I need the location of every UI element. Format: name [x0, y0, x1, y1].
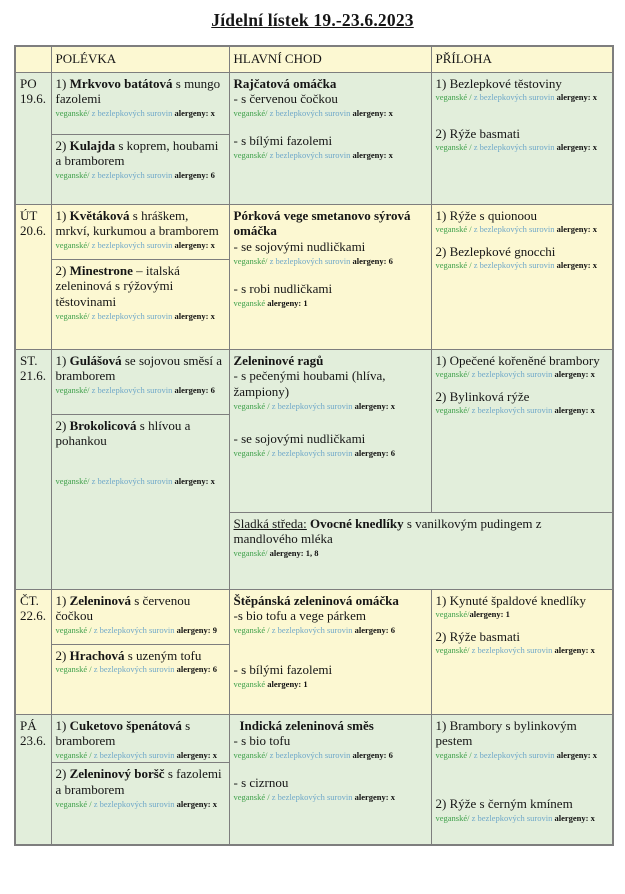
- diet-note: [436, 750, 608, 760]
- side-dish: 2) Bylinková rýže: [435, 388, 530, 404]
- diet-note: [436, 260, 608, 270]
- column-header-soup: POLÉVKA: [51, 46, 229, 72]
- day-date: 22.6.: [20, 608, 46, 624]
- dish-number: 2): [55, 137, 70, 153]
- dish-number: 2): [55, 417, 70, 433]
- day-abbr: PO: [20, 75, 37, 91]
- allergens: alergeny: 9: [176, 625, 217, 636]
- main-dish-title: Zeleninové ragů: [233, 352, 324, 368]
- main-cell: [229, 204, 431, 349]
- glutenfree-tag: z bezlepkových surovin: [91, 108, 175, 119]
- soup-cell: [51, 644, 229, 714]
- main-cell: [229, 72, 431, 204]
- diet-note: [234, 108, 426, 118]
- diet-note: [234, 792, 426, 802]
- header-day-cell: [15, 46, 51, 72]
- vegan-tag: veganské /: [435, 260, 474, 271]
- special-dish-name: Ovocné knedlíky: [306, 515, 404, 531]
- glutenfree-tag: z bezlepkových surovin: [473, 92, 557, 103]
- vegan-tag: veganské: [233, 298, 268, 309]
- allergens: alergeny: x: [354, 401, 395, 412]
- dish-desc: s koprem, houbami a bramborem: [55, 137, 219, 169]
- diet-note: [436, 645, 608, 655]
- main-variant: - s cizrnou: [233, 775, 289, 791]
- side-dish: 1) Kynuté špaldové knedlíky: [435, 592, 587, 608]
- side-item: [436, 593, 608, 620]
- allergens: alergeny: x: [352, 108, 393, 119]
- allergens: alergeny: x: [352, 150, 393, 161]
- soup-cell: [51, 414, 229, 589]
- allergens: alergeny: 6: [354, 448, 395, 459]
- diet-note: [56, 476, 224, 486]
- main-variant: - se sojovými nudličkami: [233, 431, 366, 447]
- special-cell: [229, 512, 613, 589]
- allergens: alergeny: 1: [469, 609, 510, 620]
- row-friday: [15, 714, 613, 763]
- dish-number: 1): [55, 592, 70, 608]
- allergens: alergeny: x: [556, 224, 597, 235]
- glutenfree-tag: z bezlepkových surovin: [91, 476, 175, 487]
- diet-note: [436, 92, 608, 102]
- glutenfree-tag: z bezlepkových surovin: [91, 385, 175, 396]
- soup-cell: [51, 763, 229, 845]
- main-dish-title: Pórková vege smetanovo sýrová omáčka: [233, 207, 411, 239]
- dish-name: Cuketovo špenátová: [69, 717, 182, 733]
- allergens: alergeny: x: [556, 142, 597, 153]
- vegan-tag: veganské /: [435, 750, 474, 761]
- diet-note: [234, 679, 426, 689]
- diet-note: [436, 142, 608, 152]
- diet-note: [436, 224, 608, 234]
- diet-note: [56, 108, 224, 118]
- side-dish: 1) Brambory s bylinkovým pestem: [435, 717, 577, 749]
- vegan-tag: veganské /: [55, 799, 94, 810]
- soup-cell: [51, 204, 229, 259]
- allergens: alergeny: x: [554, 645, 595, 656]
- day-label-thursday: [15, 589, 51, 714]
- allergens: alergeny: 1: [267, 679, 308, 690]
- main-dish-title: Rajčatová omáčka: [233, 75, 337, 91]
- day-date: 19.6.: [20, 91, 46, 107]
- main-variant: - s bio tofu: [233, 733, 291, 749]
- diet-note: [234, 256, 426, 266]
- dish-desc: s červenou čočkou: [55, 592, 191, 624]
- vegan-tag: veganské/: [435, 369, 472, 380]
- vegan-tag: veganské/: [55, 311, 92, 322]
- allergens: alergeny: 6: [352, 750, 393, 761]
- glutenfree-tag: z bezlepkových surovin: [473, 260, 557, 271]
- glutenfree-tag: z bezlepkových surovin: [269, 150, 353, 161]
- special-label: Sladká středa:: [233, 515, 307, 531]
- diet-note: [56, 750, 224, 760]
- dish-desc: s fazolemi a bramborem: [55, 766, 222, 798]
- dish-desc: s bramborem: [55, 717, 191, 749]
- glutenfree-tag: z bezlepkových surovin: [93, 664, 177, 675]
- diet-note: [56, 240, 224, 250]
- diet-note: [436, 813, 608, 823]
- glutenfree-tag: z bezlepkových surovin: [93, 750, 177, 761]
- day-date: 21.6.: [20, 368, 46, 384]
- row-thursday: [15, 589, 613, 644]
- side-dish: 2) Bezlepkové gnocchi: [435, 243, 556, 259]
- allergens: alergeny: 6: [174, 170, 215, 181]
- glutenfree-tag: z bezlepkových surovin: [91, 311, 175, 322]
- glutenfree-tag: z bezlepkových surovin: [93, 799, 177, 810]
- main-cell: [229, 714, 431, 845]
- dish-number: 1): [55, 352, 70, 368]
- glutenfree-tag: z bezlepkových surovin: [473, 750, 557, 761]
- allergens: alergeny: x: [556, 750, 597, 761]
- soup-cell: [51, 72, 229, 134]
- allergens: alergeny: 6: [354, 625, 395, 636]
- allergens: alergeny: x: [554, 813, 595, 824]
- allergens: alergeny: 1: [267, 298, 308, 309]
- column-header-side: PŘÍLOHA: [431, 46, 613, 72]
- side-item: [436, 244, 608, 271]
- vegan-tag: veganské/: [233, 108, 270, 119]
- dish-name: Kulajda: [69, 137, 116, 153]
- vegan-tag: veganské/: [435, 609, 470, 620]
- dish-name: Brokolicová: [69, 417, 137, 433]
- dish-number: 2): [55, 647, 70, 663]
- main-variant: - s pečenými houbami (hlíva, žampiony): [233, 368, 386, 400]
- vegan-tag: veganské /: [435, 92, 474, 103]
- side-dish: 2) Rýže basmati: [435, 125, 520, 141]
- glutenfree-tag: z bezlepkových surovin: [471, 369, 555, 380]
- dish-name: Hrachová: [69, 647, 125, 663]
- diet-note: [436, 609, 608, 619]
- soup-cell: [51, 589, 229, 644]
- dish-number: 1): [55, 717, 70, 733]
- main-dish-title: Indická zeleninová směs: [239, 717, 374, 733]
- diet-note: [234, 298, 426, 308]
- diet-note: [234, 750, 426, 760]
- column-header-main: HLAVNÍ CHOD: [229, 46, 431, 72]
- vegan-tag: veganské /: [435, 224, 474, 235]
- side-cell: [431, 349, 613, 512]
- dish-desc: se sojovou směsí a bramborem: [55, 352, 222, 384]
- glutenfree-tag: z bezlepkových surovin: [269, 256, 353, 267]
- diet-note: [234, 448, 426, 458]
- glutenfree-tag: z bezlepkových surovin: [269, 108, 353, 119]
- main-cell: [229, 349, 431, 512]
- diet-note: [234, 548, 608, 558]
- dish-name: Zeleninová: [69, 592, 131, 608]
- glutenfree-tag: z bezlepkových surovin: [269, 750, 353, 761]
- row-wednesday: [15, 349, 613, 414]
- vegan-tag: veganské/: [55, 385, 92, 396]
- dish-number: 1): [55, 207, 70, 223]
- main-variant: - s bílými fazolemi: [233, 133, 333, 149]
- allergens: alergeny: x: [174, 311, 215, 322]
- side-dish: 2) Rýže basmati: [435, 628, 520, 644]
- vegan-tag: veganské /: [233, 625, 272, 636]
- glutenfree-tag: z bezlepkových surovin: [471, 405, 555, 416]
- allergens: alergeny: x: [176, 750, 217, 761]
- dish-number: 1): [55, 75, 70, 91]
- allergens: alergeny: x: [556, 260, 597, 271]
- soup-cell: [51, 134, 229, 204]
- diet-note: [56, 170, 224, 180]
- side-item: [436, 796, 608, 823]
- dish-desc: s hráškem, mrkví, kurkumou a bramborem: [55, 207, 219, 239]
- vegan-tag: veganské /: [233, 792, 272, 803]
- vegan-tag: veganské/: [233, 750, 270, 761]
- vegan-tag: veganské /: [233, 401, 272, 412]
- side-item: [436, 629, 608, 656]
- vegan-tag: veganské/: [435, 813, 472, 824]
- vegan-tag: veganské /: [233, 448, 272, 459]
- allergens: alergeny: x: [174, 476, 215, 487]
- vegan-tag: veganské: [233, 679, 268, 690]
- side-item: [436, 389, 608, 416]
- allergens: alergeny: x: [556, 92, 597, 103]
- day-label-friday: [15, 714, 51, 845]
- main-dish-title: Štěpánská zeleninová omáčka: [233, 592, 399, 608]
- main-variant: - se sojovými nudličkami: [233, 239, 366, 255]
- menu-table: [14, 45, 614, 846]
- diet-note: [56, 664, 224, 674]
- allergens: alergeny: x: [354, 792, 395, 803]
- vegan-tag: veganské/: [55, 170, 92, 181]
- diet-note: [234, 401, 426, 411]
- vegan-tag: veganské/: [233, 256, 270, 267]
- vegan-tag: veganské /: [435, 142, 474, 153]
- main-cell: [229, 589, 431, 714]
- page-title: Jídelní lístek 19.-23.6.2023: [211, 10, 414, 30]
- glutenfree-tag: z bezlepkových surovin: [91, 170, 175, 181]
- vegan-tag: veganské/: [435, 645, 472, 656]
- glutenfree-tag: z bezlepkových surovin: [471, 813, 555, 824]
- side-cell: [431, 204, 613, 349]
- glutenfree-tag: z bezlepkových surovin: [91, 240, 175, 251]
- glutenfree-tag: z bezlepkových surovin: [473, 142, 557, 153]
- diet-note: [56, 799, 224, 809]
- day-label-tuesday: [15, 204, 51, 349]
- side-item: [436, 76, 608, 103]
- allergens: alergeny: x: [174, 108, 215, 119]
- vegan-tag: veganské /: [55, 625, 94, 636]
- diet-note: [56, 311, 224, 321]
- day-abbr: PÁ: [20, 717, 37, 733]
- allergens: alergeny: x: [176, 799, 217, 810]
- glutenfree-tag: z bezlepkových surovin: [471, 645, 555, 656]
- vegan-tag: veganské /: [55, 750, 94, 761]
- diet-note: [56, 625, 224, 635]
- vegan-tag: veganské/: [233, 548, 270, 559]
- dish-desc: s uzeným tofu: [124, 647, 202, 663]
- dish-desc: – italská zeleninová s rýžovými těstovinami: [55, 262, 180, 310]
- side-cell: [431, 589, 613, 714]
- side-cell: [431, 714, 613, 845]
- side-item: [436, 208, 608, 235]
- main-variant: -s bio tofu a vege párkem: [233, 608, 366, 624]
- row-tuesday: [15, 204, 613, 259]
- side-item: [436, 718, 608, 761]
- diet-note: [56, 385, 224, 395]
- special-dish-desc: s vanilkovým pudingem z mandlového mléka: [233, 515, 542, 547]
- row-monday: [15, 72, 613, 134]
- day-date: 20.6.: [20, 223, 46, 239]
- glutenfree-tag: z bezlepkových surovin: [271, 448, 355, 459]
- allergens: alergeny: 6: [352, 256, 393, 267]
- diet-note: [436, 405, 608, 415]
- dish-desc: s mungo fazolemi: [55, 75, 221, 107]
- vegan-tag: veganské/: [435, 405, 472, 416]
- allergens: alergeny: x: [174, 240, 215, 251]
- allergens: alergeny: x: [554, 369, 595, 380]
- diet-note: [436, 369, 608, 379]
- main-variant: - s robi nudličkami: [233, 281, 333, 297]
- day-date: 23.6.: [20, 733, 46, 749]
- vegan-tag: veganské/: [55, 108, 92, 119]
- glutenfree-tag: z bezlepkových surovin: [473, 224, 557, 235]
- day-label-wednesday: [15, 349, 51, 589]
- main-variant: - s bílými fazolemi: [233, 662, 333, 678]
- side-dish: 1) Opečené kořeněné brambory: [435, 352, 600, 368]
- day-label-monday: [15, 72, 51, 204]
- day-abbr: ÚT: [20, 207, 38, 223]
- side-cell: [431, 72, 613, 204]
- header-row: [15, 46, 613, 72]
- diet-note: [234, 625, 426, 635]
- side-dish: 1) Bezlepkové těstoviny: [435, 75, 562, 91]
- diet-note: [234, 150, 426, 160]
- side-item: [436, 126, 608, 153]
- dish-name: Minestrone: [69, 262, 133, 278]
- allergens: alergeny: x: [554, 405, 595, 416]
- main-variant: - s červenou čočkou: [233, 91, 338, 107]
- allergens: alergeny: 6: [176, 664, 217, 675]
- soup-cell: [51, 349, 229, 414]
- dish-name: Mrkvovo batátová: [69, 75, 173, 91]
- side-item: [436, 353, 608, 380]
- dish-name: Květáková: [69, 207, 130, 223]
- glutenfree-tag: z bezlepkových surovin: [271, 625, 355, 636]
- vegan-tag: veganské/: [55, 240, 92, 251]
- glutenfree-tag: z bezlepkových surovin: [271, 401, 355, 412]
- glutenfree-tag: z bezlepkových surovin: [93, 625, 177, 636]
- dish-desc: s hlívou a pohankou: [55, 417, 191, 449]
- dish-number: 2): [55, 262, 70, 278]
- soup-cell: [51, 714, 229, 763]
- day-abbr: ČT.: [20, 592, 39, 608]
- vegan-tag: veganské/: [55, 476, 92, 487]
- side-dish: 2) Rýže s černým kmínem: [435, 796, 573, 812]
- side-dish: 1) Rýže s quionoou: [435, 207, 537, 223]
- allergens: alergeny: 1, 8: [269, 548, 319, 559]
- vegan-tag: veganské /: [55, 664, 94, 675]
- allergens: alergeny: 6: [174, 385, 215, 396]
- dish-number: 2): [55, 766, 70, 782]
- glutenfree-tag: z bezlepkových surovin: [271, 792, 355, 803]
- soup-cell: [51, 259, 229, 349]
- day-abbr: ST.: [20, 352, 38, 368]
- dish-name: Gulášová: [69, 352, 122, 368]
- vegan-tag: veganské/: [233, 150, 270, 161]
- dish-name: Zeleninový boršč: [69, 766, 165, 782]
